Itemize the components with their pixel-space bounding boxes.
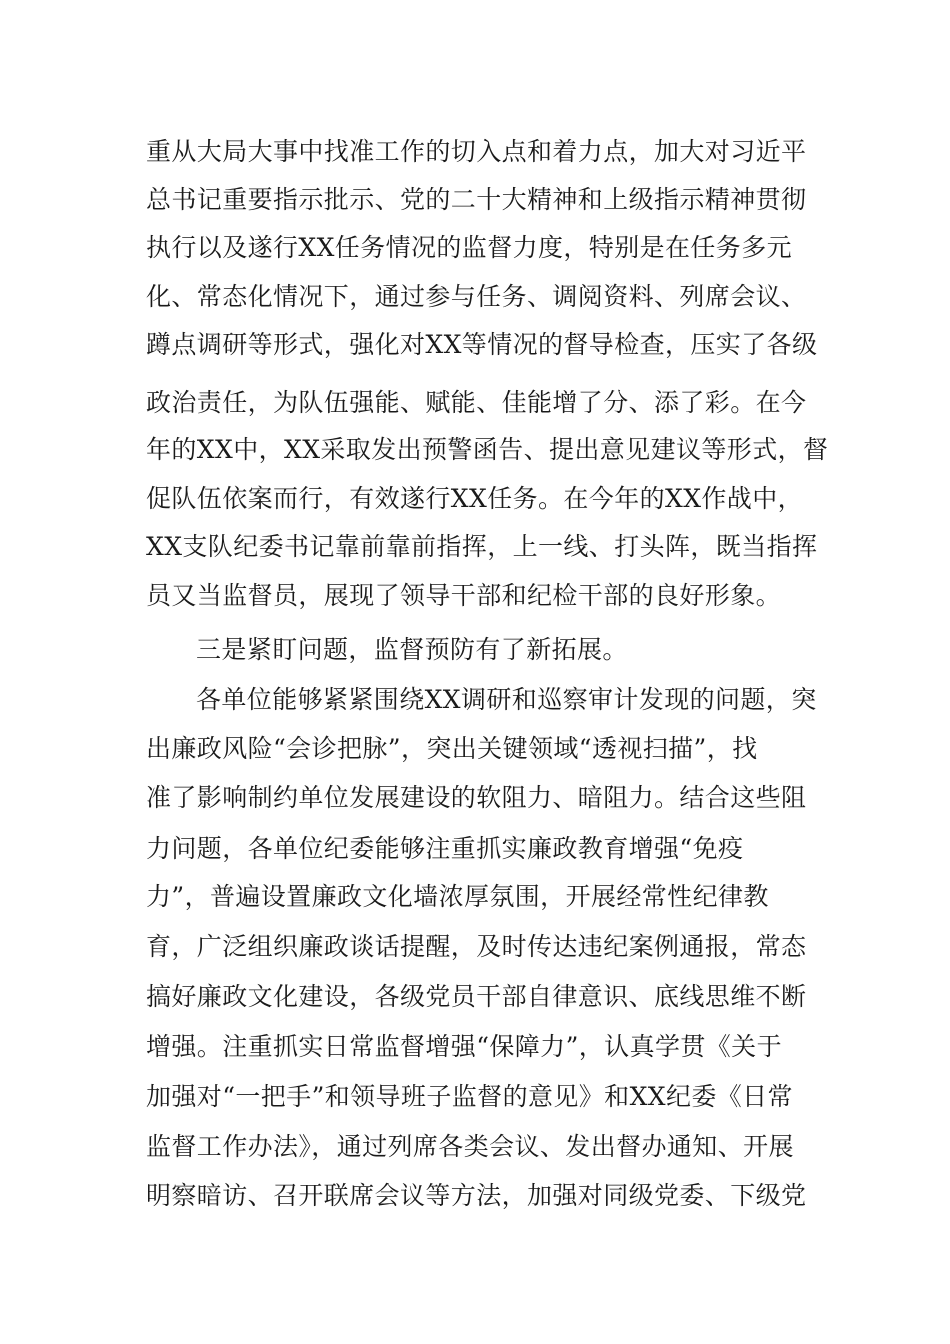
text-line-12: 各单位能够紧紧围绕XX调研和巡察审计发现的问题，突 (196, 685, 817, 714)
text-line-22: 明察暗访、召开联席会议等方法，加强对同级党委、下级党 (146, 1181, 807, 1210)
text-line-19: 增强。注重抓实日常监督增强“保障力”，认真学贯《关于 (146, 1032, 782, 1061)
text-line-4: 化、常态化情况下，通过参与任务、调阅资料、列席会议、 (146, 282, 807, 311)
text-line-16: 力”，普遍设置廉政文化墙浓厚氛围，开展经常性纪律教 (146, 882, 769, 911)
text-line-2: 总书记重要指示批示、党的二十大精神和上级指示精神贯彻 (146, 185, 807, 214)
text-line-17: 育，广泛组织廉政谈话提醒，及时传达违纪案例通报，常态 (146, 932, 807, 961)
text-line-18: 搞好廉政文化建设，各级党员干部自律意识、底线思维不断 (146, 982, 807, 1011)
text-line-3: 执行以及遂行XX任务情况的监督力度，特别是在任务多元 (146, 233, 792, 262)
text-line-20: 加强对“一把手”和领导班子监督的意见》和XX纪委《日常 (146, 1082, 793, 1111)
text-line-8: 促队伍依案而行，有效遂行XX任务。在今年的XX作战中， (146, 484, 803, 513)
text-line-6: 政治责任，为队伍强能、赋能、佳能增了分、添了彩。在今 (146, 388, 807, 417)
section-heading: 三是紧盯问题，监督预防有了新拓展。 (196, 635, 628, 664)
text-line-7: 年的XX中，XX采取发出预警函告、提出意见建议等形式，督 (146, 435, 829, 464)
text-line-9: XX支队纪委书记靠前靠前指挥，上一线、打头阵，既当指挥 (146, 532, 818, 561)
text-line-5: 蹲点调研等形式，强化对XX等情况的督导检查，压实了各级 (146, 330, 818, 359)
text-line-21: 监督工作办法》，通过列席各类会议、发出督办通知、开展 (146, 1132, 794, 1161)
text-line-14: 准了影响制约单位发展建设的软阻力、暗阻力。结合这些阻 (146, 783, 807, 812)
text-line-13: 出廉政风险“会诊把脉”，突出关键领域“透视扫描”，找 (146, 734, 758, 763)
text-line-15: 力问题，各单位纪委能够注重抓实廉政教育增强“免疫 (146, 834, 744, 863)
text-line-10: 员又当监督员，展现了领导干部和纪检干部的良好形象。 (146, 581, 782, 610)
text-line-1: 重从大局大事中找准工作的切入点和着力点，加大对习近平 (146, 137, 807, 166)
